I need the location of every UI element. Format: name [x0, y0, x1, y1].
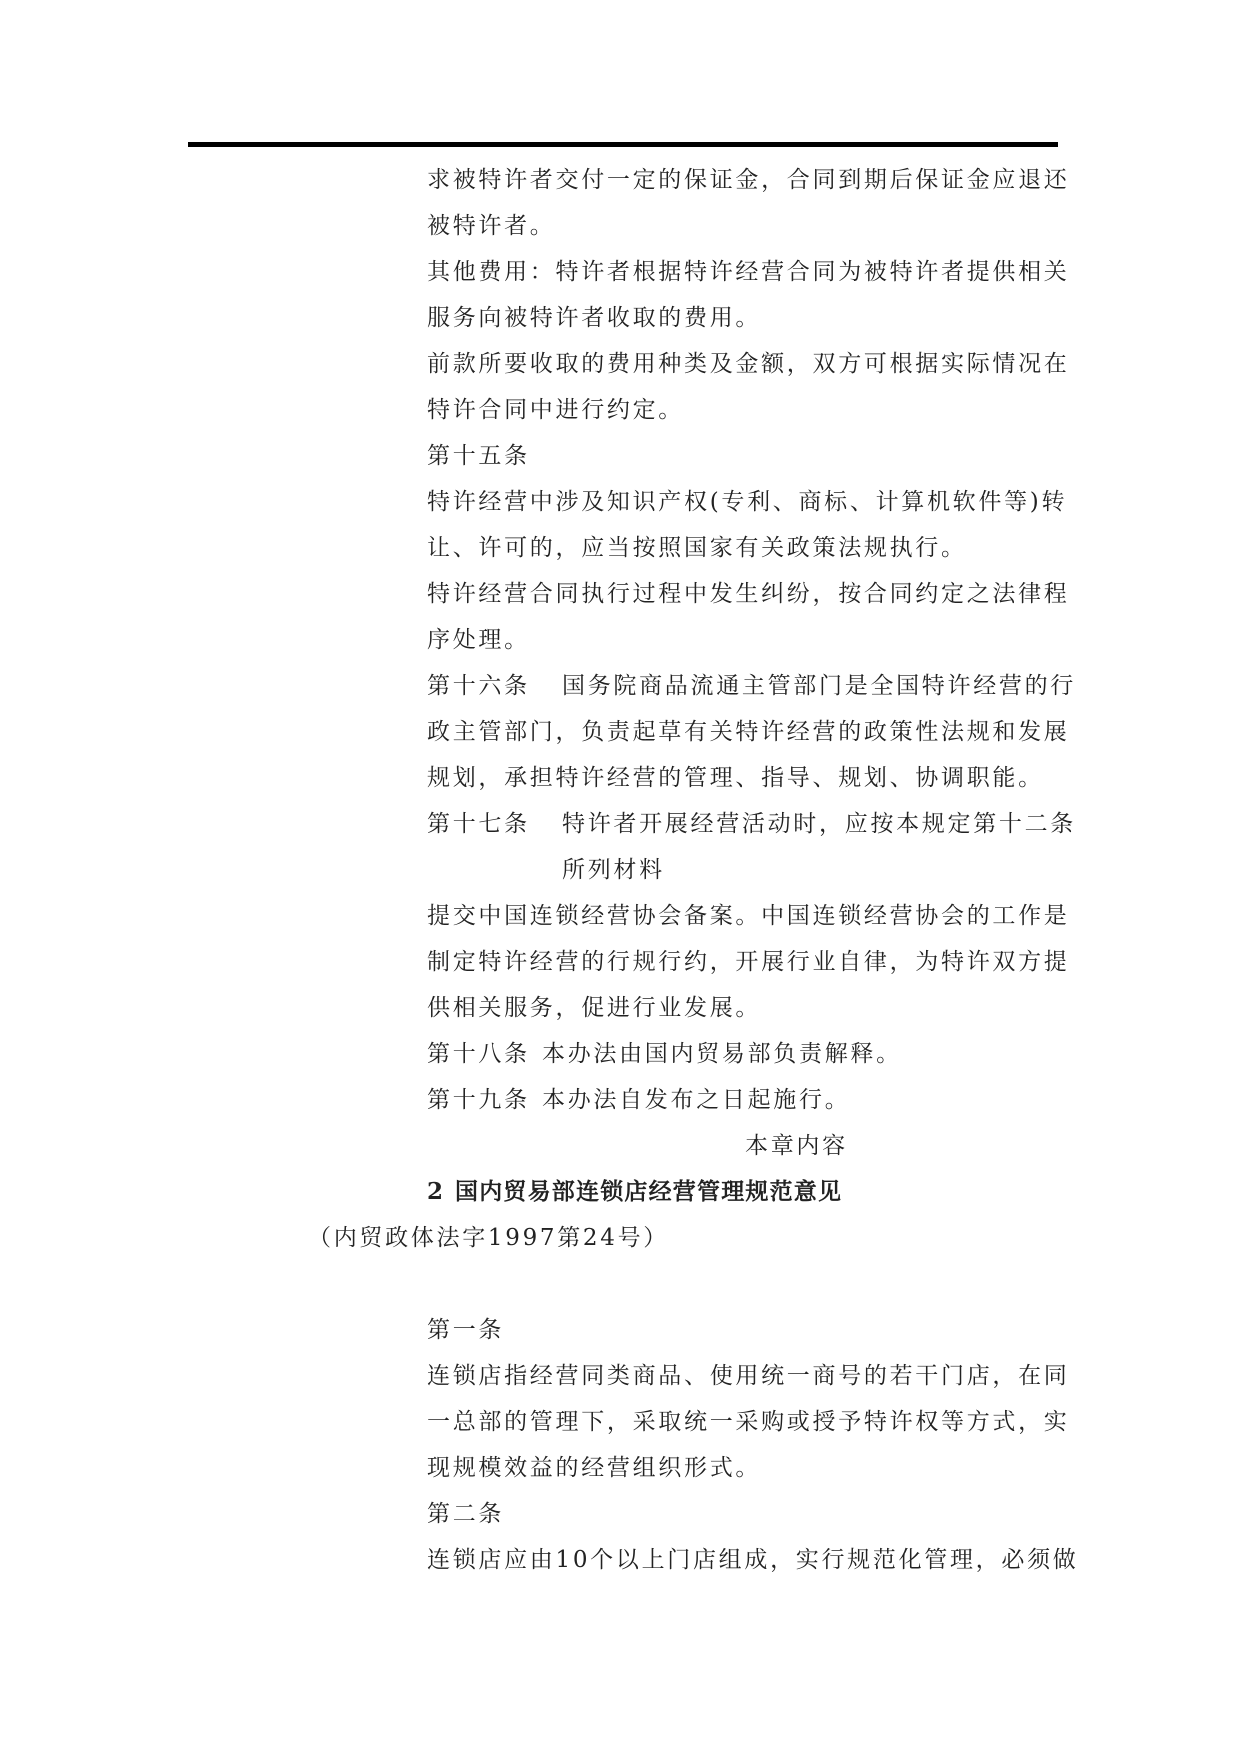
top-rule [188, 142, 1058, 147]
article-line [427, 801, 1087, 847]
article-label: 第一条 [427, 1317, 505, 1343]
document-number-line [308, 1215, 1087, 1261]
body-line-indented: 所列材料 [562, 857, 665, 883]
article-text: 本办法自发布之日起施行。 [542, 1087, 851, 1113]
article-label: 第十八条 [427, 1041, 530, 1067]
article-text: 本办法由国内贸易部负责解释。 [542, 1041, 902, 1067]
body-line: 现规模效益的经营组织形式。 [427, 1455, 762, 1481]
body-line: 一总部的管理下，采取统一采购或授予特许权等方式，实 [427, 1409, 1070, 1435]
body-line: 前款所要收取的费用种类及金额，双方可根据实际情况在 [427, 351, 1070, 377]
blank-line [427, 1261, 1087, 1307]
document-body [308, 157, 1087, 1583]
article-label: 第十六条 [427, 673, 530, 699]
article-label: 第十七条 [427, 811, 530, 837]
body-line: 制定特许经营的行规行约，开展行业自律，为特许双方提 [427, 949, 1070, 975]
body-line: 序处理。 [427, 627, 530, 653]
article-line [427, 1077, 1087, 1123]
body-line: 规划，承担特许经营的管理、指导、规划、协调职能。 [427, 765, 1044, 791]
article-line [427, 663, 1087, 709]
article-label: 第十五条 [427, 443, 530, 469]
article-line [427, 1031, 1087, 1077]
body-line: 特许经营中涉及知识产权(专利、商标、计算机软件等)转 [427, 489, 1068, 515]
section-title: 国内贸易部连锁店经营管理规范意见 [455, 1178, 843, 1205]
body-line: 其他费用：特许者根据特许经营合同为被特许者提供相关 [427, 259, 1070, 285]
body-line: 被特许者。 [427, 213, 556, 239]
body-line: 连锁店指经营同类商品、使用统一商号的若干门店，在同 [427, 1363, 1070, 1389]
body-line: 供相关服务，促进行业发展。 [427, 995, 762, 1021]
body-line: 特许经营合同执行过程中发生纠纷，按合同约定之法律程 [427, 581, 1070, 607]
body-line: 提交中国连锁经营协会备案。中国连锁经营协会的工作是 [427, 903, 1070, 929]
body-line: 特许合同中进行约定。 [427, 397, 684, 423]
body-line: 让、许可的，应当按照国家有关政策法规执行。 [427, 535, 967, 561]
document-number: （内贸政体法字1997第24号） [308, 1225, 669, 1251]
article-text: 特许者开展经营活动时，应按本规定第十二条 [562, 811, 1076, 837]
article-label: 第十九条 [427, 1087, 530, 1113]
section-number: 2 [427, 1178, 445, 1205]
section-heading [427, 1169, 1087, 1215]
article-text: 国务院商品流通主管部门是全国特许经营的行 [562, 673, 1076, 699]
chapter-contents-text: 本章内容 [745, 1133, 848, 1159]
body-line: 连锁店应由10个以上门店组成，实行规范化管理，必须做 [427, 1547, 1079, 1573]
body-line: 求被特许者交付一定的保证金，合同到期后保证金应退还 [427, 167, 1070, 193]
body-line: 服务向被特许者收取的费用。 [427, 305, 762, 331]
article-label: 第二条 [427, 1501, 505, 1527]
body-line: 政主管部门，负责起草有关特许经营的政策性法规和发展 [427, 719, 1070, 745]
